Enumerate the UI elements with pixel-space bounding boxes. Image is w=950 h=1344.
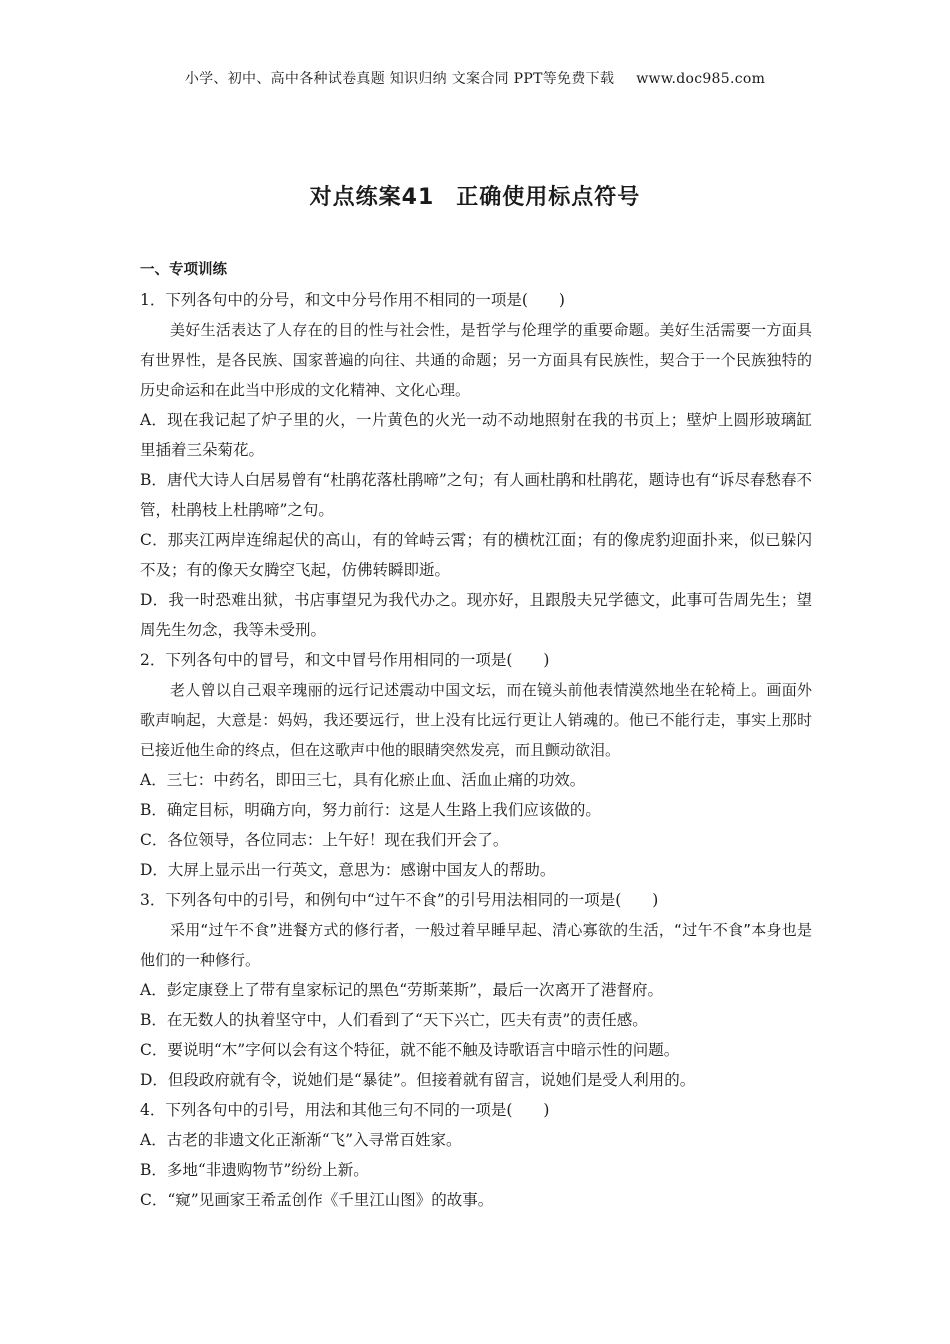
question-stem: 2．下列各句中的冒号，和文中冒号作用相同的一项是( ) xyxy=(140,651,550,669)
header-text: 小学、初中、高中各种试卷真题 知识归纳 文案合同 PPT等免费下载 xyxy=(184,71,615,87)
question-stem: 3．下列各句中的引号，和例句中“过午不食”的引号用法相同的一项是( ) xyxy=(140,891,659,909)
question-stem: 1．下列各句中的分号，和文中分号作用不相同的一项是( ) xyxy=(140,291,565,309)
question-4 xyxy=(140,1095,812,1215)
option-c: C．要说明“木”字何以会有这个特征，就不能不触及诗歌语言中暗示性的问题。 xyxy=(140,1041,680,1059)
option-b: B．唐代大诗人白居易曾有“杜鹃花落杜鹃啼”之句；有人画杜鹃和杜鹃花，题诗也有“诉尽春愁春不管，杜鹃枝上杜鹃啼”之句。 xyxy=(140,471,812,519)
option-d: D．我一时恐难出狱，书店事望兄为我代办之。现亦好，且跟殷夫兄学德文，此事可告周先生；望周先生勿念，我等未受刑。 xyxy=(140,591,812,639)
page-header xyxy=(0,68,950,88)
option-c: C．各位领导，各位同志：上午好！现在我们开会了。 xyxy=(140,831,509,849)
title-main: 对点练案41 xyxy=(309,185,435,210)
question-3 xyxy=(140,885,812,1095)
option-b: B．在无数人的执着坚守中，人们看到了“天下兴亡，匹夫有责”的责任感。 xyxy=(140,1011,648,1029)
question-2 xyxy=(140,645,812,885)
title-sub: 正确使用标点符号 xyxy=(456,185,641,210)
question-passage: 美好生活表达了人存在的目的性与社会性，是哲学与伦理学的重要命题。美好生活需要一方面具有世界性，是各民族、国家普遍的向往、共通的命题；另一方面具有民族性，契合于一个民族独特的历史命运和在此当中形成的文化精神、文化心理。 xyxy=(140,321,812,399)
header-site-link[interactable]: www.doc985.com xyxy=(636,71,766,87)
section-heading: 一、专项训练 xyxy=(140,262,227,278)
option-d: D．大屏上显示出一行英文，意思为：感谢中国友人的帮助。 xyxy=(140,861,556,879)
page-title xyxy=(0,180,950,211)
question-passage: 采用“过午不食”进餐方式的修行者，一般过着早睡早起、清心寡欲的生活，“过午不食”本身也是他们的一种修行。 xyxy=(140,921,812,969)
question-passage: 老人曾以自己艰辛瑰丽的远行记述震动中国文坛，而在镜头前他表情漠然地坐在轮椅上。画面外歌声响起，大意是：妈妈，我还要远行，世上没有比远行更让人销魂的。他已不能行走，事实上那时已接近他生命的终点，但在这歌声中他的眼睛突然发亮，而且颤动欲泪。 xyxy=(140,681,812,759)
option-c: C．“窥”见画家王希孟创作《千里江山图》的故事。 xyxy=(140,1191,494,1209)
document-body xyxy=(140,255,812,1215)
option-a: A．古老的非遗文化正渐渐“飞”入寻常百姓家。 xyxy=(140,1131,462,1149)
option-c: C．那夹江两岸连绵起伏的高山，有的耸峙云霄；有的横枕江面；有的像虎豹迎面扑来，似已躲闪不及；有的像天女腾空飞起，仿佛转瞬即逝。 xyxy=(140,531,812,579)
option-a: A．现在我记起了炉子里的火，一片黄色的火光一动不动地照射在我的书页上；壁炉上圆形玻璃缸里插着三朵菊花。 xyxy=(140,411,812,459)
option-a: A．彭定康登上了带有皇家标记的黑色“劳斯莱斯”，最后一次离开了港督府。 xyxy=(140,981,664,999)
option-b: B．多地“非遗购物节”纷纷上新。 xyxy=(140,1161,369,1179)
option-b: B．确定目标，明确方向，努力前行：这是人生路上我们应该做的。 xyxy=(140,801,601,819)
option-a: A．三七：中药名，即田三七，具有化瘀止血、活血止痛的功效。 xyxy=(140,771,586,789)
option-d: D．但段政府就有令，说她们是“暴徒”。但接着就有留言，说她们是受人利用的。 xyxy=(140,1071,696,1089)
question-1 xyxy=(140,285,812,645)
question-stem: 4．下列各句中的引号，用法和其他三句不同的一项是( ) xyxy=(140,1101,550,1119)
